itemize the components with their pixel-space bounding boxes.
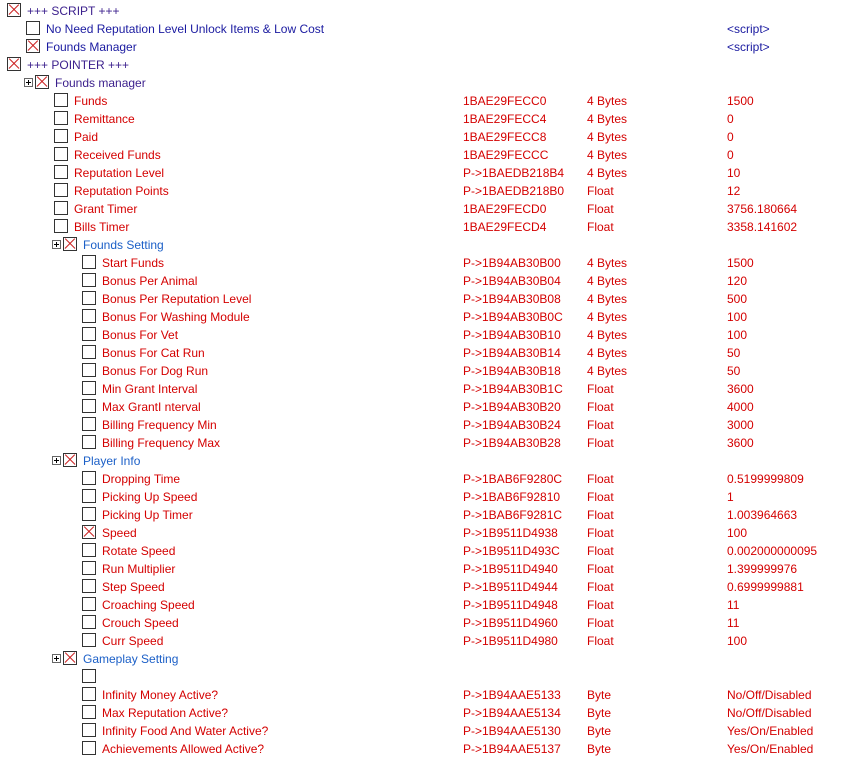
table-row-founds-manager[interactable]	[0, 38, 841, 56]
value[interactable]: 11	[727, 598, 740, 612]
value-type: Float	[587, 490, 614, 504]
description: Remittance	[74, 112, 135, 126]
address: P->1B94AB30B24	[463, 418, 561, 432]
table-row-bonus-for-washing-module[interactable]	[0, 308, 841, 326]
value[interactable]: 50	[727, 364, 741, 378]
active-checkbox[interactable]	[82, 705, 96, 719]
address: P->1B94AAE5133	[463, 688, 561, 702]
table-row-step-speed[interactable]	[0, 578, 841, 596]
value[interactable]: 0.002000000095	[727, 544, 818, 558]
table-row-no-need-reputation-level-unlock-items-low-cost[interactable]	[0, 20, 841, 38]
active-checkbox[interactable]	[63, 237, 77, 251]
value[interactable]: 3600	[727, 382, 754, 396]
value-type: Byte	[587, 742, 612, 756]
value-type: 4 Bytes	[587, 148, 628, 162]
table-row-dropping-time[interactable]	[0, 470, 841, 488]
table-row-player-info[interactable]	[0, 452, 841, 470]
description: No Need Reputation Level Unlock Items & Low Cost	[46, 22, 325, 36]
table-row-max-reputation-active[interactable]	[0, 704, 841, 722]
description: Grant Timer	[74, 202, 138, 216]
table-row-script[interactable]	[0, 2, 841, 20]
description: Reputation Level	[74, 166, 165, 180]
table-row-paid[interactable]	[0, 128, 841, 146]
address: P->1B94AB30B08	[463, 292, 561, 306]
value[interactable]: 1500	[727, 94, 754, 108]
value-type: 4 Bytes	[587, 346, 628, 360]
active-checkbox[interactable]	[54, 201, 68, 215]
description: Gameplay Setting	[83, 652, 179, 666]
table-row-remittance[interactable]	[0, 110, 841, 128]
table-row-reputation-level[interactable]	[0, 164, 841, 182]
active-checkbox[interactable]	[7, 3, 21, 17]
active-checkbox[interactable]	[26, 21, 40, 35]
value-type: 4 Bytes	[587, 328, 628, 342]
description: Bonus Per Reputation Level	[102, 292, 252, 306]
description: Reputation Points	[74, 184, 169, 198]
value[interactable]: <script>	[727, 40, 770, 54]
active-checkbox[interactable]	[82, 723, 96, 737]
active-checkbox[interactable]	[82, 597, 96, 611]
value-type: 4 Bytes	[587, 130, 628, 144]
address: P->1B9511D4960	[463, 616, 558, 630]
active-checkbox[interactable]	[82, 255, 96, 269]
address: P->1BAB6F9280C	[463, 472, 563, 486]
address: P->1B94AB30B04	[463, 274, 561, 288]
description: Founds Manager	[46, 40, 137, 54]
description: Min Grant Interval	[102, 382, 198, 396]
value-type: Float	[587, 634, 614, 648]
active-checkbox[interactable]	[54, 111, 68, 125]
value-type: 4 Bytes	[587, 94, 628, 108]
table-row-min-grant-interval[interactable]	[0, 380, 841, 398]
active-checkbox[interactable]	[35, 75, 49, 89]
active-checkbox[interactable]	[82, 363, 96, 377]
value[interactable]: 10	[727, 166, 741, 180]
description: Curr Speed	[102, 634, 164, 648]
address: P->1BAEDB218B0	[463, 184, 565, 198]
description: Bonus Per Animal	[102, 274, 198, 288]
value[interactable]: 3600	[727, 436, 754, 450]
value-type: 4 Bytes	[587, 166, 628, 180]
address: P->1B94AB30B28	[463, 436, 561, 450]
active-checkbox[interactable]	[82, 435, 96, 449]
value-type: 4 Bytes	[587, 274, 628, 288]
value[interactable]: 3756.180664	[727, 202, 798, 216]
value[interactable]: 1500	[727, 256, 754, 270]
table-row-picking-up-speed[interactable]	[0, 488, 841, 506]
value-type: Float	[587, 382, 614, 396]
active-checkbox[interactable]	[82, 507, 96, 521]
address: 1BAE29FECC8	[463, 130, 547, 144]
description: +++ POINTER +++	[27, 58, 130, 72]
description: Bonus For Dog Run	[102, 364, 209, 378]
active-checkbox[interactable]	[82, 327, 96, 341]
description: Croaching Speed	[102, 598, 195, 612]
address: P->1B9511D4980	[463, 634, 558, 648]
address: P->1B94AB30B0C	[463, 310, 563, 324]
table-row-founds-setting[interactable]	[0, 236, 841, 254]
table-row-bonus-for-cat-run[interactable]	[0, 344, 841, 362]
value[interactable]: 100	[727, 310, 748, 324]
value-type: Float	[587, 616, 614, 630]
active-checkbox[interactable]	[82, 525, 96, 539]
value-type: 4 Bytes	[587, 310, 628, 324]
description: Step Speed	[102, 580, 165, 594]
value[interactable]: 100	[727, 328, 748, 342]
active-checkbox[interactable]	[82, 381, 96, 395]
value[interactable]: 0	[727, 148, 734, 162]
active-checkbox[interactable]	[82, 417, 96, 431]
table-row-croaching-speed[interactable]	[0, 596, 841, 614]
active-checkbox[interactable]	[82, 399, 96, 413]
active-checkbox[interactable]	[82, 561, 96, 575]
address: P->1B9511D4944	[463, 580, 558, 594]
expand-icon[interactable]	[24, 78, 33, 87]
table-row-achievements-allowed-active[interactable]	[0, 740, 841, 758]
description: Rotate Speed	[102, 544, 176, 558]
table-row-bonus-for-dog-run[interactable]	[0, 362, 841, 380]
table-row-pointer[interactable]	[0, 56, 841, 74]
value[interactable]: 100	[727, 526, 748, 540]
table-row-bills-timer[interactable]	[0, 218, 841, 236]
address: P->1B9511D493C	[463, 544, 560, 558]
value-type: Float	[587, 436, 614, 450]
value[interactable]: Yes/On/Enabled	[727, 742, 814, 756]
value-type: Float	[587, 400, 614, 414]
table-row-blank[interactable]	[0, 668, 841, 686]
value-type: Float	[587, 562, 614, 576]
value[interactable]: 0	[727, 112, 734, 126]
address: P->1B94AB30B1C	[463, 382, 563, 396]
table-row-picking-up-timer[interactable]	[0, 506, 841, 524]
value-type: Float	[587, 508, 614, 522]
description: Funds	[74, 94, 108, 108]
active-checkbox[interactable]	[82, 291, 96, 305]
table-row-reputation-points[interactable]	[0, 182, 841, 200]
value-type: 4 Bytes	[587, 292, 628, 306]
address: P->1B94AAE5130	[463, 724, 561, 738]
address: P->1B94AAE5137	[463, 742, 561, 756]
description: Bonus For Vet	[102, 328, 179, 342]
table-row-infinity-food-and-water-active[interactable]	[0, 722, 841, 740]
address: 1BAE29FECD4	[463, 220, 547, 234]
active-checkbox[interactable]	[82, 633, 96, 647]
address: P->1BAEDB218B4	[463, 166, 565, 180]
active-checkbox[interactable]	[7, 57, 21, 71]
table-row-run-multiplier[interactable]	[0, 560, 841, 578]
value[interactable]: 3358.141602	[727, 220, 798, 234]
active-checkbox[interactable]	[54, 183, 68, 197]
value[interactable]: Yes/On/Enabled	[727, 724, 814, 738]
description: Billing Frequency Max	[102, 436, 221, 450]
value-type: Float	[587, 472, 614, 486]
active-checkbox[interactable]	[63, 651, 77, 665]
value-type: Byte	[587, 688, 612, 702]
address: 1BAE29FECC0	[463, 94, 547, 108]
value[interactable]: 120	[727, 274, 748, 288]
address: 1BAE29FECC4	[463, 112, 547, 126]
active-checkbox[interactable]	[26, 39, 40, 53]
description: Bonus For Washing Module	[102, 310, 250, 324]
active-checkbox[interactable]	[54, 147, 68, 161]
address: P->1BAB6F92810	[463, 490, 561, 504]
table-row-bonus-per-reputation-level[interactable]	[0, 290, 841, 308]
address: P->1B94AB30B00	[463, 256, 561, 270]
value-type: Float	[587, 184, 614, 198]
description: Founds manager	[55, 76, 146, 90]
value[interactable]: 1.399999976	[727, 562, 798, 576]
active-checkbox[interactable]	[82, 273, 96, 287]
value-type: Float	[587, 202, 614, 216]
table-row-grant-timer[interactable]	[0, 200, 841, 218]
value-type: Float	[587, 418, 614, 432]
table-row-bonus-for-vet[interactable]	[0, 326, 841, 344]
table-row-curr-speed[interactable]	[0, 632, 841, 650]
active-checkbox[interactable]	[63, 453, 77, 467]
description: Max Reputation Active?	[102, 706, 229, 720]
description: Infinity Food And Water Active?	[102, 724, 269, 738]
active-checkbox[interactable]	[54, 165, 68, 179]
value[interactable]: No/Off/Disabled	[727, 688, 812, 702]
value-type: Byte	[587, 706, 612, 720]
description: Start Funds	[102, 256, 165, 270]
description: Received Funds	[74, 148, 161, 162]
description: +++ SCRIPT +++	[27, 4, 120, 18]
active-checkbox[interactable]	[82, 543, 96, 557]
expand-icon[interactable]	[52, 456, 61, 465]
value[interactable]: 0.6999999881	[727, 580, 804, 594]
table-row-founds-manager[interactable]	[0, 74, 841, 92]
description: Max GrantI nterval	[102, 400, 201, 414]
active-checkbox[interactable]	[54, 219, 68, 233]
description: Picking Up Timer	[102, 508, 193, 522]
active-checkbox[interactable]	[82, 687, 96, 701]
description: Founds Setting	[83, 238, 164, 252]
value-type: Byte	[587, 724, 612, 738]
active-checkbox[interactable]	[82, 471, 96, 485]
address: P->1B9511D4940	[463, 562, 558, 576]
value-type: 4 Bytes	[587, 112, 628, 126]
table-row-billing-frequency-min[interactable]	[0, 416, 841, 434]
description: Infinity Money Active?	[102, 688, 219, 702]
value[interactable]: 50	[727, 346, 741, 360]
table-row-received-funds[interactable]	[0, 146, 841, 164]
value-type: Float	[587, 220, 614, 234]
description: Paid	[74, 130, 99, 144]
description: Dropping Time	[102, 472, 181, 486]
description: Run Multiplier	[102, 562, 176, 576]
address: P->1BAB6F9281C	[463, 508, 563, 522]
value[interactable]: 12	[727, 184, 741, 198]
value-type: Float	[587, 598, 614, 612]
address: P->1B94AB30B20	[463, 400, 561, 414]
description: Achievements Allowed Active?	[102, 742, 265, 756]
description: Billing Frequency Min	[102, 418, 217, 432]
active-checkbox[interactable]	[82, 345, 96, 359]
active-checkbox[interactable]	[82, 489, 96, 503]
description: Bonus For Cat Run	[102, 346, 205, 360]
value-type: Float	[587, 526, 614, 540]
address: P->1B94AB30B10	[463, 328, 561, 342]
active-checkbox[interactable]	[54, 129, 68, 143]
value-type: Float	[587, 580, 614, 594]
table-row-gameplay-setting[interactable]	[0, 650, 841, 668]
description: Picking Up Speed	[102, 490, 198, 504]
value-type: 4 Bytes	[587, 256, 628, 270]
value[interactable]: 100	[727, 634, 748, 648]
address: P->1B9511D4948	[463, 598, 558, 612]
table-row-crouch-speed[interactable]	[0, 614, 841, 632]
active-checkbox[interactable]	[82, 741, 96, 755]
value-type: 4 Bytes	[587, 364, 628, 378]
table-row-infinity-money-active[interactable]	[0, 686, 841, 704]
value-type: Float	[587, 544, 614, 558]
value[interactable]: 0	[727, 130, 734, 144]
value[interactable]: 0.5199999809	[727, 472, 804, 486]
address: P->1B94AAE5134	[463, 706, 561, 720]
address: P->1B94AB30B18	[463, 364, 561, 378]
table-row-start-funds[interactable]	[0, 254, 841, 272]
table-row-speed[interactable]	[0, 524, 841, 542]
value[interactable]: 500	[727, 292, 748, 306]
expand-icon[interactable]	[52, 654, 61, 663]
address: P->1B9511D4938	[463, 526, 558, 540]
description: Bills Timer	[74, 220, 130, 234]
value[interactable]: <script>	[727, 22, 770, 36]
active-checkbox[interactable]	[82, 615, 96, 629]
value[interactable]: No/Off/Disabled	[727, 706, 812, 720]
active-checkbox[interactable]	[54, 93, 68, 107]
active-checkbox[interactable]	[82, 669, 96, 683]
value[interactable]: 11	[727, 616, 740, 630]
description: Player Info	[83, 454, 141, 468]
value[interactable]: 4000	[727, 400, 754, 414]
address: 1BAE29FECD0	[463, 202, 547, 216]
expand-icon[interactable]	[52, 240, 61, 249]
table-row-max-granti-nterval[interactable]	[0, 398, 841, 416]
description: Crouch Speed	[102, 616, 179, 630]
value[interactable]: 1	[727, 490, 734, 504]
active-checkbox[interactable]	[82, 579, 96, 593]
active-checkbox[interactable]	[82, 309, 96, 323]
value[interactable]: 1.003964663	[727, 508, 798, 522]
value[interactable]: 3000	[727, 418, 754, 432]
description: Speed	[102, 526, 137, 540]
table-row-billing-frequency-max[interactable]	[0, 434, 841, 452]
address: 1BAE29FECCC	[463, 148, 549, 162]
table-row-rotate-speed[interactable]	[0, 542, 841, 560]
table-row-funds[interactable]	[0, 92, 841, 110]
table-row-bonus-per-animal[interactable]	[0, 272, 841, 290]
address: P->1B94AB30B14	[463, 346, 561, 360]
